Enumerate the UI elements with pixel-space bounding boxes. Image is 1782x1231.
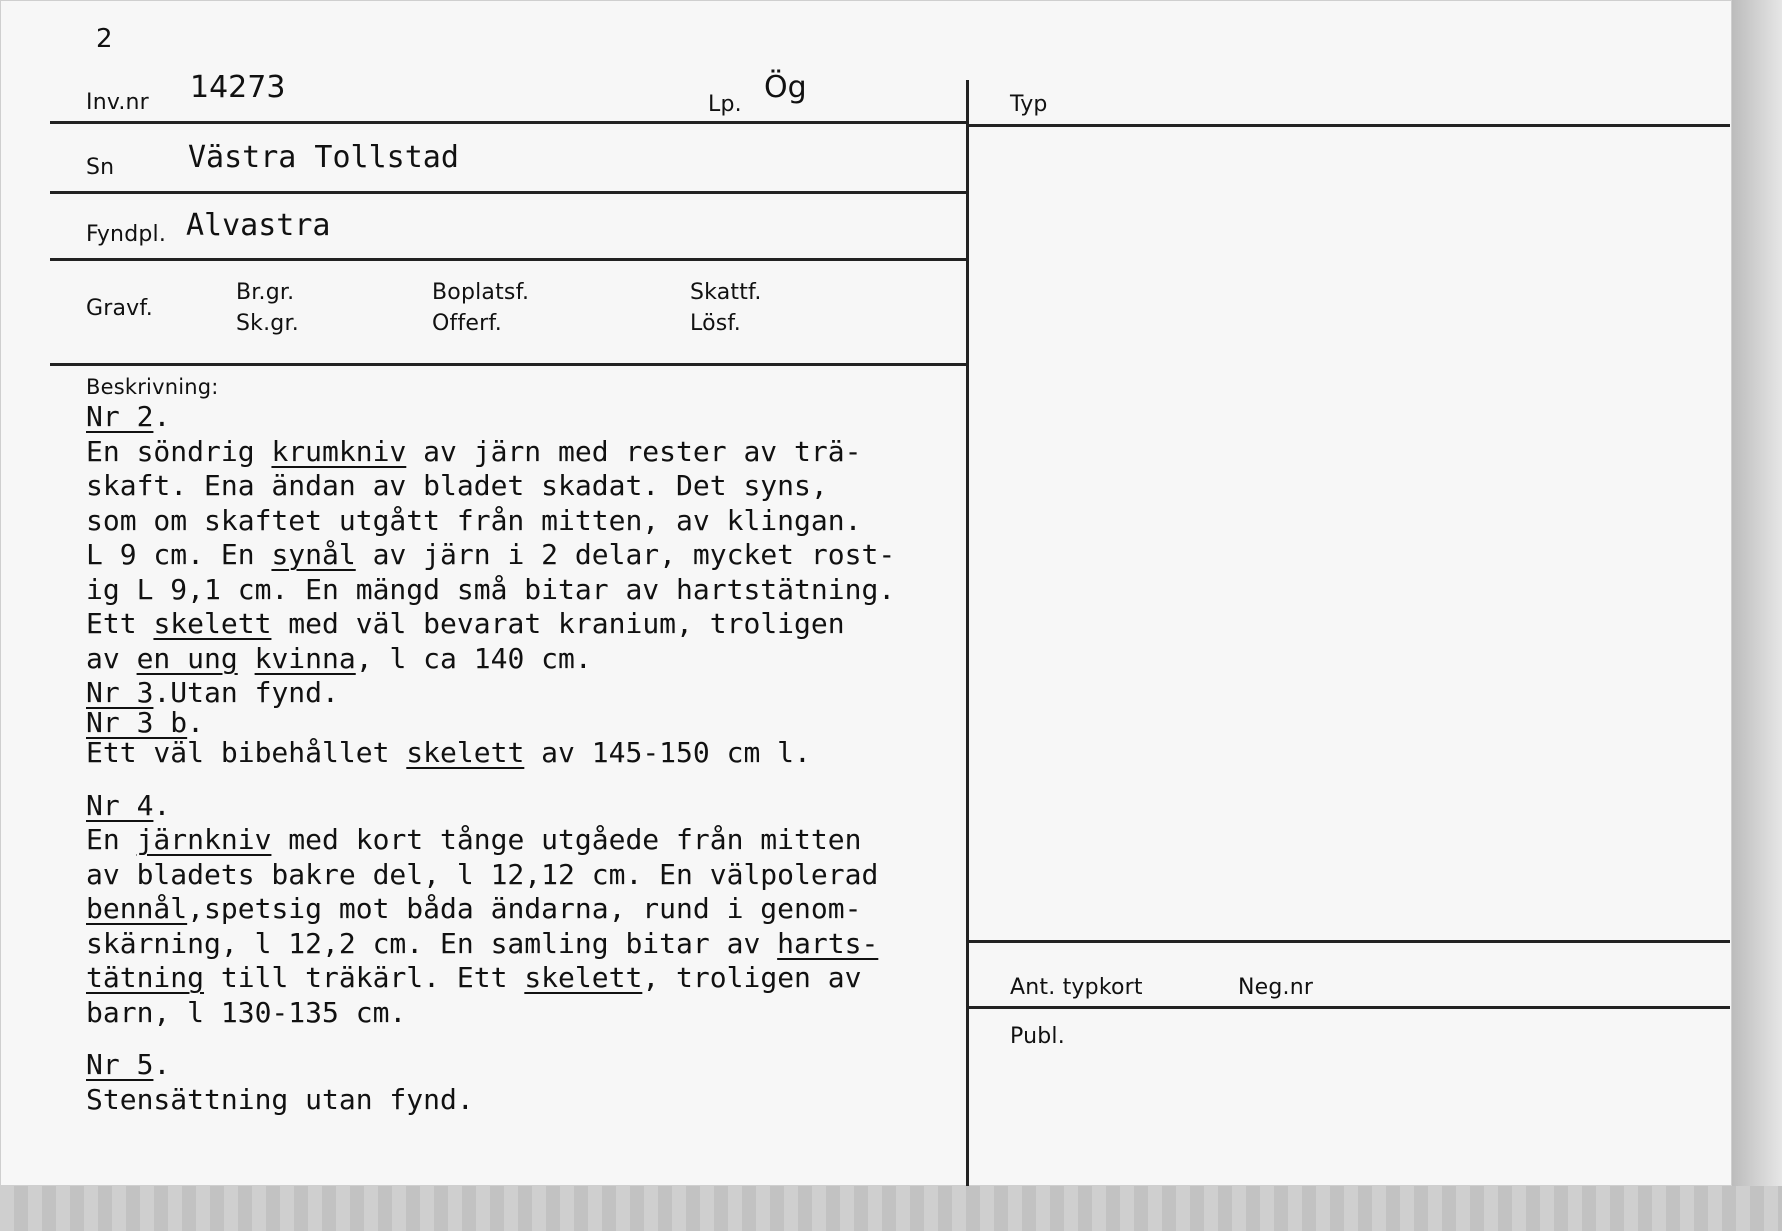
description-line	[86, 823, 895, 858]
description-line	[86, 858, 895, 893]
description-text	[86, 400, 895, 1117]
description-text-segment: .	[153, 1048, 171, 1081]
underlined-term: skelett	[524, 961, 643, 994]
boplatsf-label: Boplatsf.	[432, 280, 530, 305]
description-text-segment: .	[187, 706, 205, 739]
description-text-segment: ,spetsig mot båda ändarna, rund i genom-	[187, 892, 862, 925]
fyndpl-label: Fyndpl.	[86, 222, 167, 247]
description-text-segment: med kort tånge utgåede från mitten	[271, 823, 862, 856]
description-text-segment: med väl bevarat kranium, troligen	[271, 607, 845, 640]
underlined-term: harts-	[777, 926, 879, 960]
description-line	[86, 469, 895, 504]
fyndpl-value: Alvastra	[186, 208, 331, 243]
underlined-term: kvinna	[254, 641, 356, 675]
description-text-segment: av bladets bakre del, l 12,12 cm. En välpolerad	[86, 857, 879, 891]
underlined-term: krumkniv	[271, 434, 407, 468]
lp-label: Lp.	[708, 92, 742, 117]
description-gap	[86, 1030, 895, 1048]
scan-edge-right	[1732, 0, 1782, 1231]
gravf-label: Gravf.	[86, 296, 153, 321]
description-text-segment: Ett väl bibehållet	[86, 736, 407, 769]
description-text-segment: En	[86, 823, 137, 856]
description-text-segment: , troligen av	[642, 961, 862, 994]
description-text-segment: barn, l 130-135 cm.	[86, 995, 407, 1029]
losf-label: Lösf.	[690, 311, 741, 336]
description-text-segment: av	[86, 641, 137, 675]
beskrivning-label: Beskrivning:	[86, 375, 219, 399]
column-divider	[966, 80, 969, 1186]
divider-typ	[968, 124, 1730, 127]
divider-gravf	[50, 363, 968, 366]
description-text-segment: av järn i 2 delar, mycket rost-	[355, 538, 896, 571]
description-line	[86, 892, 895, 927]
description-line	[86, 706, 895, 739]
underlined-term: bennål	[86, 892, 188, 925]
description-line	[86, 1048, 895, 1083]
underlined-term: tätning	[86, 961, 205, 994]
description-line	[86, 1083, 895, 1118]
description-line	[86, 435, 895, 470]
inv-nr-value: 14273	[190, 70, 286, 105]
underlined-term: Nr 5	[86, 1048, 154, 1081]
scan-edge-bottom	[0, 1186, 1782, 1231]
skgr-label: Sk.gr.	[236, 311, 299, 336]
divider-ant	[968, 940, 1730, 943]
sn-value: Västra Tollstad	[188, 140, 459, 175]
offerf-label: Offerf.	[432, 311, 502, 336]
inv-nr-label: Inv.nr	[86, 90, 149, 115]
typ-label: Typ	[1010, 92, 1048, 117]
description-gap	[86, 771, 895, 789]
description-text-segment: En söndrig	[86, 434, 272, 468]
description-line	[86, 736, 895, 771]
description-line	[86, 642, 895, 677]
divider-sn	[50, 191, 968, 194]
description-line	[86, 961, 895, 996]
description-text-segment: L 9 cm. En	[86, 538, 272, 571]
description-text-segment: .	[153, 400, 171, 433]
description-text-segment: skaft. Ena ändan av bladet skadat. Det syns,	[86, 469, 828, 502]
description-text-segment: som om skaftet utgått från mitten, av klingan.	[86, 503, 862, 537]
description-text-segment: .Utan fynd.	[153, 676, 339, 709]
underlined-term: synål	[271, 538, 356, 571]
ant-typkort-label: Ant. typkort	[1010, 975, 1143, 1000]
description-text-segment: av 145-150 cm l.	[524, 736, 811, 769]
description-text-segment: .	[153, 788, 171, 822]
description-line	[86, 504, 895, 539]
divider-fyndpl	[50, 258, 968, 261]
card-number: 2	[96, 24, 113, 54]
lp-value: Ög	[764, 70, 807, 105]
underlined-term: skelett	[406, 736, 525, 769]
description-line	[86, 573, 895, 608]
description-line	[86, 996, 895, 1031]
description-line	[86, 538, 895, 573]
description-text-segment: av järn med rester av trä-	[406, 434, 862, 468]
description-text-segment: ig L 9,1 cm. En mängd små bitar av hartstätning.	[86, 572, 896, 606]
description-line	[86, 400, 895, 435]
underlined-term: Nr 2	[86, 400, 154, 433]
description-line	[86, 789, 895, 824]
description-text-segment	[238, 642, 255, 675]
description-line	[86, 676, 895, 709]
underlined-term: en ung	[136, 641, 238, 675]
description-line	[86, 607, 895, 642]
brgr-label: Br.gr.	[236, 280, 295, 305]
description-text-segment: till träkärl. Ett	[204, 961, 525, 994]
sn-label: Sn	[86, 155, 115, 180]
description-text-segment: Stensättning utan fynd.	[86, 1082, 474, 1116]
divider-publ	[968, 1006, 1730, 1009]
underlined-term: järnkniv	[136, 823, 272, 856]
underlined-term: Nr 3	[86, 676, 154, 709]
publ-label: Publ.	[1010, 1024, 1065, 1049]
description-text-segment: , l ca 140 cm.	[355, 641, 592, 675]
description-line	[86, 927, 895, 962]
description-text-segment: Ett	[86, 607, 154, 640]
description-text-segment: skärning, l 12,2 cm. En samling bitar av	[86, 926, 778, 960]
neg-nr-label: Neg.nr	[1238, 975, 1314, 1000]
divider-inv	[50, 121, 968, 124]
underlined-term: skelett	[153, 607, 272, 640]
underlined-term: Nr 3 b	[86, 706, 188, 739]
skattf-label: Skattf.	[690, 280, 762, 305]
underlined-term: Nr 4	[86, 788, 154, 822]
